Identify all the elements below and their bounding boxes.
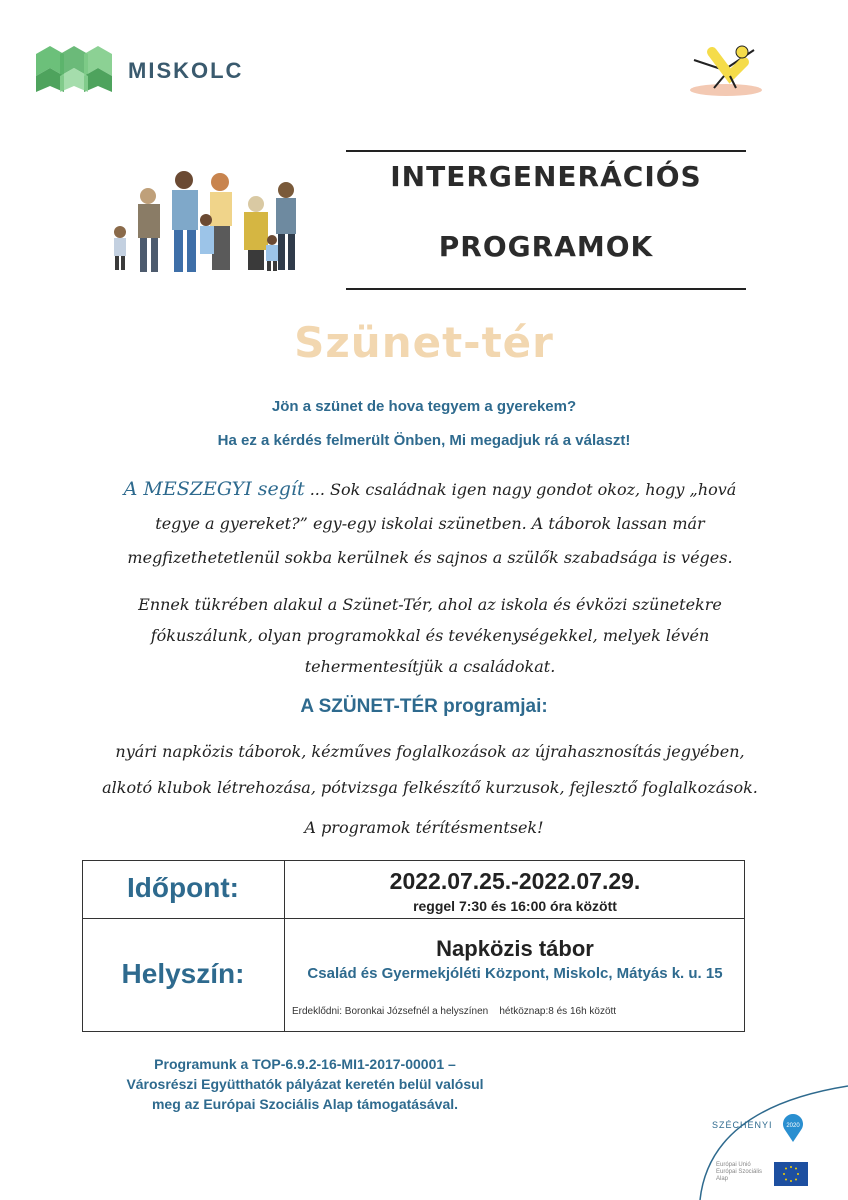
camp-name: Napközis tábor [436, 936, 594, 961]
title-line-2: PROGRAMOK [438, 230, 654, 263]
programs-free-note: A programok térítésmentsek! [304, 818, 544, 837]
funding-line-2: Városrészi Együtthatók pályázat keretén belül valósul [126, 1076, 484, 1092]
szechenyi-2020-badge-icon [782, 1114, 804, 1142]
place-label: Helyszín: [121, 958, 245, 989]
eu-text: Európai Unió Európai Szociális Alap [716, 1162, 763, 1182]
paragraph-2-line-3: tehermentesítjük a családokat. [304, 657, 556, 676]
paragraph-2-line-1: Ennek tükrében alakul a Szünet-Tér, ahol az iskola és évközi szünetekre [138, 595, 722, 614]
miskolc-logo-icon [36, 46, 112, 92]
paragraph-1-line-2: tegye a gyereket?” egy-egy iskolai szünetben. A táborok lassan már [155, 514, 705, 533]
programs-line-1: nyári napközis táborok, kézműves foglalkozások az újrahasznosítás jegyében, [115, 742, 745, 761]
svg-text:2020: 2020 [786, 1123, 800, 1129]
paragraph-2-line-2: fókuszálunk, olyan programokkal és tevékenységekkel, melyek lévén [150, 626, 710, 645]
paragraph-1-lead: A MESZEGYI segít [123, 478, 305, 500]
funding-line-1: Programunk a TOP-6.9.2-16-MI1-2017-00001 – [154, 1056, 456, 1072]
paragraph-1-line-3: megfizethetetlenül sokba kerülnek és sajnos a szülők szabadsága is véges. [127, 548, 733, 567]
funding-note [100, 1054, 510, 1114]
date-range: 2022.07.25.-2022.07.29. [389, 868, 641, 894]
paragraph-2 [100, 589, 760, 682]
family-illustration-icon [106, 160, 306, 278]
eu-flag-icon [774, 1162, 808, 1186]
question-1: Jön a szünet de hova tegyem a gyerekem? [271, 398, 577, 415]
szechenyi-label: SZÉCHENYI [712, 1120, 773, 1130]
title-rule-top [346, 150, 746, 152]
contact-info: Erdeklődni: Boronkai Józsefnél a helyszínen hétköznap:8 és 16h között [292, 1006, 617, 1017]
question-2: Ha ez a kérdés felmerült Önben, Mi megadjuk rá a választ! [217, 432, 631, 449]
programs-line-2: alkotó klubok létrehozása, pótvizsga felkészítő kurzusok, fejlesztő foglalkozások. [102, 778, 758, 797]
paragraph-1 [100, 472, 760, 575]
subtitle: Szünet-tér [294, 318, 554, 367]
daily-hours: reggel 7:30 és 16:00 óra között [413, 898, 617, 914]
camp-address: Család és Gyermekjóléti Központ, Miskolc, Mátyás k. u. 15 [307, 965, 723, 982]
logo-text: MISKOLC [128, 58, 244, 83]
title-line-1: INTERGENERÁCIÓS [390, 160, 702, 193]
paragraph-1-line-1: ... Sok családnak igen nagy gondot okoz, hogy „hová [304, 480, 737, 499]
table-divider-horizontal [82, 918, 745, 919]
time-label: Időpont: [127, 872, 239, 903]
funding-line-3: meg az Európai Szociális Alap támogatásával. [151, 1096, 459, 1112]
programs-list [60, 734, 800, 806]
skateboarder-icon [684, 40, 764, 100]
title-rule-bottom [346, 288, 746, 290]
programs-title: A SZÜNET-TÉR programjai: [300, 696, 548, 717]
